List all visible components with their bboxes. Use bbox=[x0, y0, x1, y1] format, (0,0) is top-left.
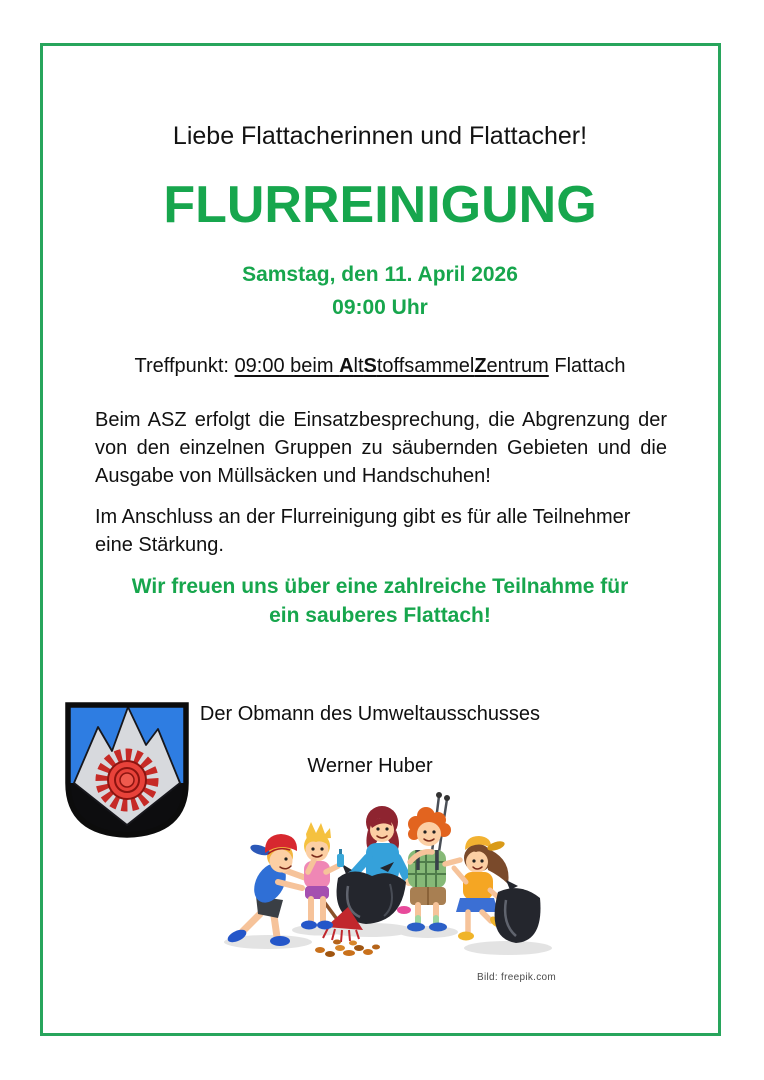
meeting-point-label: Treffpunkt: bbox=[134, 355, 235, 377]
meeting-time-text: 09:00 beim bbox=[234, 355, 340, 377]
event-date: Samstag, den 11. April 2026 bbox=[242, 263, 518, 286]
asz-text-3: entrum bbox=[486, 355, 549, 377]
appeal-line-1: Wir freuen uns über eine zahlreiche Teilnahme für bbox=[131, 575, 629, 598]
page-title: FLURREINIGUNG bbox=[163, 176, 597, 234]
signature-role: Der Obmann des Umweltausschusses bbox=[199, 703, 541, 725]
paragraph-refreshments: Im Anschluss an der Flurreinigung gibt es für alle Teilnehmer eine Stärkung. bbox=[95, 506, 631, 556]
asz-text-2: toffsammel bbox=[376, 355, 475, 377]
meeting-point-underlined bbox=[235, 355, 549, 377]
event-time: 09:00 Uhr bbox=[332, 296, 428, 319]
asz-bold-z: Z bbox=[474, 355, 487, 377]
greeting-line: Liebe Flattacherinnen und Flattacher! bbox=[172, 122, 588, 150]
meeting-point-line bbox=[40, 355, 720, 378]
asz-text-1: lt bbox=[353, 355, 364, 377]
paragraph-asz-info: Beim ASZ erfolgt die Einsatzbesprechung, die Abgrenzung der von den einzelnen Gruppen zu säubernden Gebieten und die Ausgabe von Müllsäcken und Handschuhen! bbox=[95, 409, 667, 487]
appeal-line-2: ein sauberes Flattach! bbox=[269, 604, 491, 627]
asz-bold-a: A bbox=[339, 355, 354, 377]
image-credit: Bild: freepik.com bbox=[477, 972, 557, 983]
children-cleaning-illustration bbox=[220, 790, 565, 970]
meeting-point-suffix: Flattach bbox=[548, 355, 626, 377]
asz-bold-s: S bbox=[363, 355, 377, 377]
signature-name: Werner Huber bbox=[307, 755, 433, 777]
appeal-text bbox=[40, 572, 720, 630]
